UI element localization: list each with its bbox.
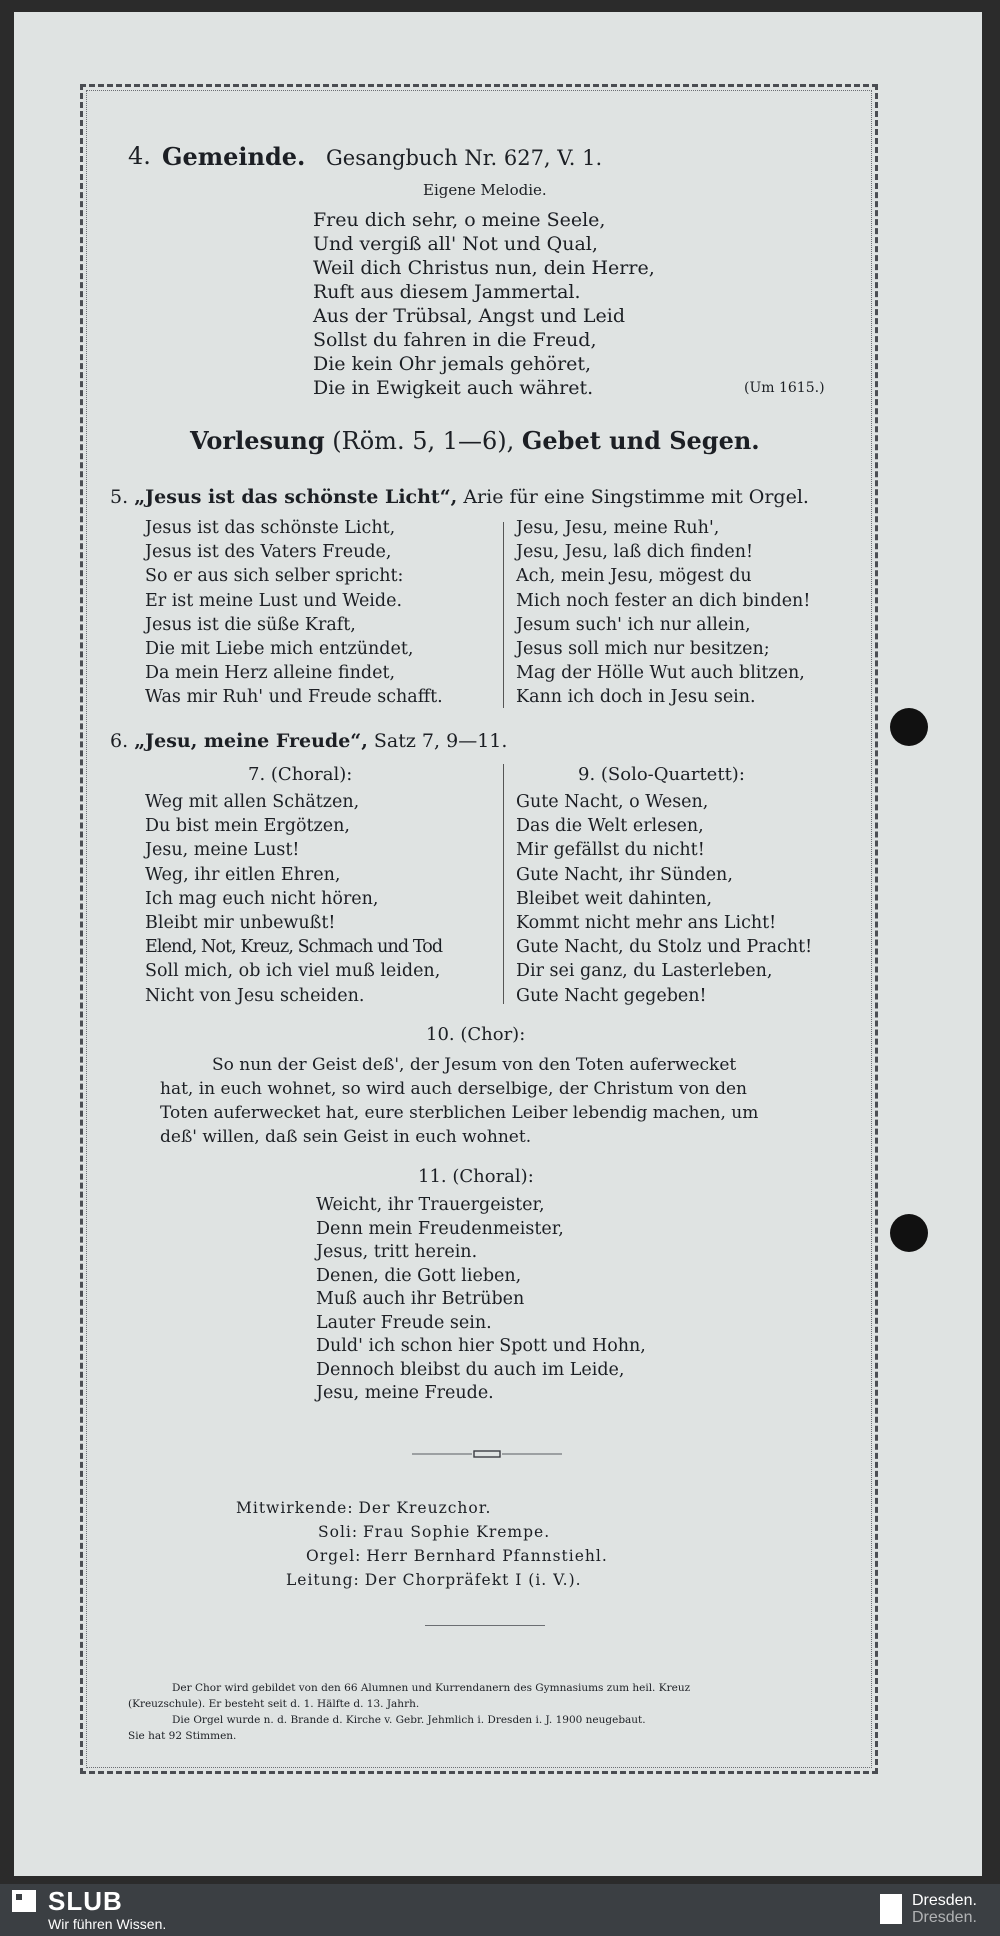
verse-line: Gute Nacht, o Wesen,	[516, 792, 709, 812]
verse-line: Jesus soll mich nur besitzen;	[516, 639, 770, 660]
credit-name: Herr Bernhard Pfannstiehl.	[366, 1547, 608, 1565]
verse-line: Weicht, ihr Trauergeister,	[316, 1195, 545, 1215]
verse-line: Muß auch ihr Betrüben	[316, 1289, 525, 1309]
subsection-heading: 10. (Chor):	[426, 1024, 526, 1045]
punch-hole	[890, 1214, 928, 1252]
verse-line: Ach, mein Jesu, mögest du	[516, 566, 752, 587]
credit-name: Der Chorpräfekt I (i. V.).	[364, 1571, 582, 1589]
verse-line: Aus der Trübsal, Angst und Leid	[313, 305, 625, 327]
item6-heading	[110, 730, 507, 752]
verse-line: Du bist mein Ergötzen,	[145, 816, 350, 837]
credit-name: Der Kreuzchor.	[358, 1499, 492, 1517]
motet-description: Satz 7, 9—11.	[373, 730, 508, 752]
reading-heading	[190, 426, 760, 455]
paragraph-line: So nun der Geist deß', der Jesum von den Toten auferwecket	[212, 1055, 737, 1075]
slub-logo-icon	[12, 1890, 36, 1912]
verse-line: Dir sei ganz, du Lasterleben,	[516, 961, 773, 982]
paragraph-line: deß' willen, daß sein Geist in euch wohnet.	[160, 1127, 532, 1147]
punch-hole	[890, 708, 928, 746]
section-title: Gemeinde.	[162, 142, 306, 171]
column-divider	[503, 522, 504, 708]
verse-line: Kommt nicht mehr ans Licht!	[516, 913, 777, 934]
ornament-divider	[412, 1450, 562, 1458]
verse-line: Elend, Not, Kreuz, Schmach und Tod	[145, 937, 443, 958]
verse-line: Da mein Herz alleine findet,	[145, 663, 396, 684]
verse-line: Nicht von Jesu scheiden.	[145, 985, 365, 1006]
hymnal-reference: Gesangbuch Nr. 627, V. 1.	[326, 146, 603, 170]
verse-line: Denen, die Gott lieben,	[316, 1265, 522, 1286]
verse-line: Ruft aus diesem Jammertal.	[313, 281, 581, 303]
verse-line: Jesus ist das schönste Licht,	[145, 518, 396, 538]
verse-line: Ich mag euch nicht hören,	[145, 888, 379, 909]
verse-line: Dennoch bleibst du auch im Leide,	[316, 1359, 625, 1380]
item-number: 5.	[110, 486, 129, 508]
verse-line: Jesu, meine Lust!	[145, 840, 300, 861]
verse-line: Die in Ewigkeit auch währet.	[313, 377, 594, 399]
verse-line: Was mir Ruh' und Freude schafft.	[145, 687, 443, 708]
verse-line: Jesus, tritt herein.	[316, 1242, 478, 1262]
item-number: 6.	[110, 730, 129, 752]
item5-heading	[110, 486, 809, 508]
note-line: Der Chor wird gebildet von den 66 Alumnen und Kurrendanern des Gymnasiums zum heil. Kreuz	[172, 1682, 691, 1694]
verse-line: Mir gefällst du nicht!	[516, 840, 705, 861]
verse-line: Und vergiß all' Not und Qual,	[313, 233, 598, 255]
verse-line: Weg, ihr eitlen Ehren,	[145, 864, 341, 885]
scripture-paragraph	[160, 1053, 758, 1149]
choral-left-column	[145, 790, 442, 1008]
verse-line: Jesus ist des Vaters Freude,	[145, 542, 392, 563]
city-line: Dresden.	[912, 1892, 977, 1909]
verse-line: Jesu, Jesu, meine Ruh',	[516, 518, 720, 538]
note-line: Die Orgel wurde n. d. Brande d. Kirche v. Gebr. Jehmlich i. Dresden i. J. 1900 neugebaut.	[172, 1714, 646, 1726]
divider-rule	[425, 1625, 545, 1626]
verse-line: Mich noch fester an dich binden!	[516, 590, 811, 611]
city-line: Dresden.	[912, 1909, 977, 1926]
reading-reference: (Röm. 5, 1—6),	[332, 427, 515, 455]
city-label	[912, 1892, 977, 1926]
aria-left-column	[145, 516, 443, 710]
date-note: (Um 1615.)	[744, 380, 825, 396]
verse-line: Das die Welt erlesen,	[516, 816, 704, 837]
verse-line: Bleibt mir unbewußt!	[145, 913, 336, 934]
aria-description: Arie für eine Singstimme mit Orgel.	[463, 486, 809, 508]
credit-row	[318, 1520, 608, 1544]
reading-title: Vorlesung	[190, 426, 325, 455]
subsection-heading: 11. (Choral):	[418, 1166, 534, 1187]
verse-line: Jesus ist die süße Kraft,	[145, 614, 356, 635]
verse-line: Denn mein Freudenmeister,	[316, 1218, 564, 1239]
credit-role: Mitwirkende:	[236, 1499, 354, 1517]
credit-row	[306, 1544, 608, 1568]
quartet-right-column	[516, 790, 812, 1008]
motet-title: „Jesu, meine Freude“,	[134, 730, 368, 752]
credit-role: Leitung:	[286, 1571, 360, 1589]
credit-role: Soli:	[318, 1523, 359, 1541]
verse-line: Lauter Freude sein.	[316, 1312, 492, 1333]
paragraph-line: hat, in euch wohnet, so wird auch derselbige, der Christum von den	[160, 1079, 747, 1099]
verse-line: Er ist meine Lust und Weide.	[145, 590, 403, 611]
note-line: Sie hat 92 Stimmen.	[128, 1730, 237, 1742]
verse-line: Duld' ich schon hier Spott und Hohn,	[316, 1336, 646, 1356]
verse-line: Gute Nacht, ihr Sünden,	[516, 864, 733, 885]
footnotes	[128, 1680, 868, 1744]
credit-row	[236, 1496, 608, 1520]
verse-line: Jesu, meine Freude.	[316, 1383, 494, 1403]
paragraph-line: Toten auferwecket hat, eure sterblichen Leiber lebendig machen, um	[160, 1103, 759, 1123]
hymn-verse	[313, 208, 655, 400]
verse-line: Die mit Liebe mich entzündet,	[145, 639, 414, 660]
column-divider	[503, 764, 504, 1004]
brand-tagline: Wir führen Wissen.	[48, 1916, 167, 1932]
verse-line: Kann ich doch in Jesu sein.	[516, 687, 756, 708]
verse-line: Bleibet weit dahinten,	[516, 888, 713, 909]
verse-line: Gute Nacht gegeben!	[516, 985, 707, 1006]
verse-line: Die kein Ohr jemals gehöret,	[313, 353, 592, 375]
credit-name: Frau Sophie Krempe.	[363, 1523, 551, 1541]
dresden-logo-icon	[880, 1894, 902, 1924]
brand-name: SLUB	[48, 1886, 123, 1916]
aria-right-column	[516, 516, 810, 710]
verse-line: Weg mit allen Schätzen,	[145, 792, 360, 812]
aria-title: „Jesus ist das schönste Licht“,	[134, 486, 458, 508]
reading-suffix: Gebet und Segen.	[521, 426, 760, 455]
verse-line: Weil dich Christus nun, dein Herre,	[313, 257, 655, 279]
subsection-heading: 7. (Choral):	[248, 764, 353, 785]
verse-line: Soll mich, ob ich viel muß leiden,	[145, 961, 441, 982]
verse-line: Jesum such' ich nur allein,	[516, 614, 751, 635]
verse-line: So er aus sich selber spricht:	[145, 566, 404, 587]
chorale-verse	[316, 1194, 646, 1406]
verse-line: Gute Nacht, du Stolz und Pracht!	[516, 937, 813, 958]
verse-line: Freu dich sehr, o meine Seele,	[313, 209, 606, 231]
melody-note: Eigene Melodie.	[423, 181, 547, 199]
item-number: 4.	[128, 142, 151, 170]
verse-line: Sollst du fahren in die Freud,	[313, 329, 597, 351]
note-line: (Kreuzschule). Er besteht seit d. 1. Hälfte d. 13. Jahrh.	[128, 1698, 420, 1710]
subsection-heading: 9. (Solo-Quartett):	[578, 764, 745, 785]
credits-list	[236, 1496, 608, 1592]
footer-bar	[0, 1884, 1000, 1936]
credit-role: Orgel:	[306, 1547, 362, 1565]
verse-line: Mag der Hölle Wut auch blitzen,	[516, 663, 805, 684]
verse-line: Jesu, Jesu, laß dich finden!	[516, 542, 754, 563]
credit-row	[286, 1568, 608, 1592]
